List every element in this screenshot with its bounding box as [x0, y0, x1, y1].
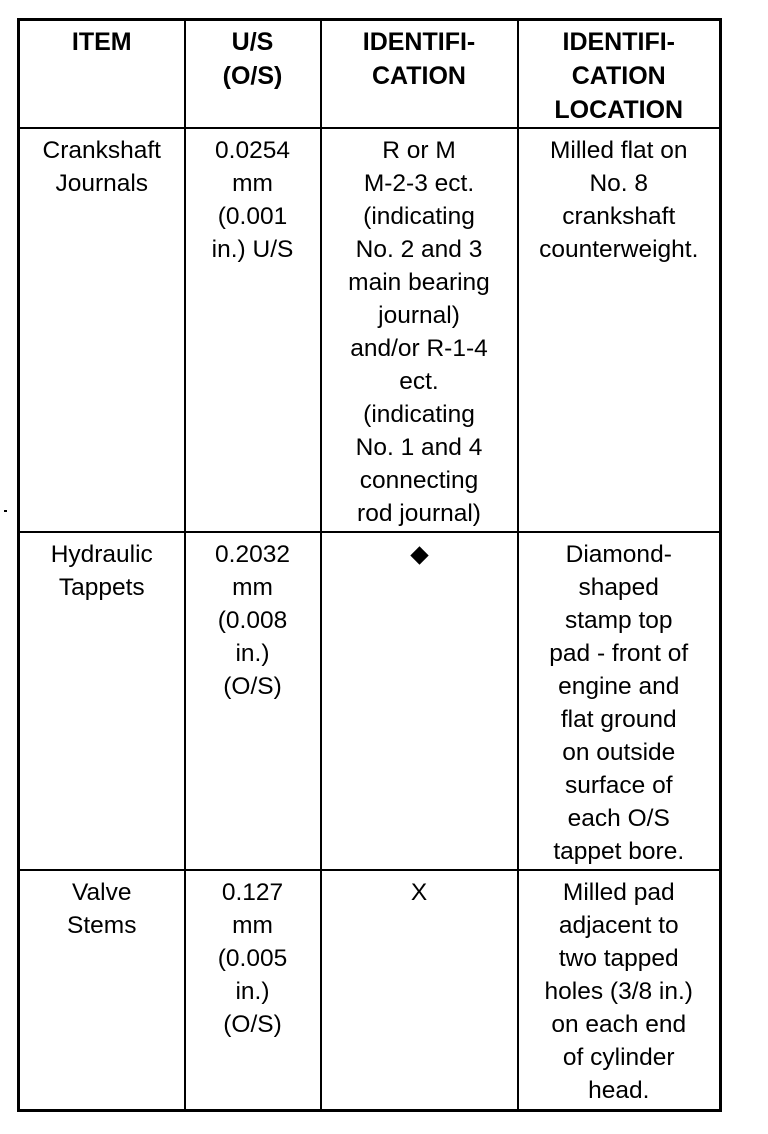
diamond-icon: [410, 546, 428, 564]
item-name: Crankshaft Journals: [42, 137, 161, 197]
size-value: 0.2032 mm (0.008 in.) (O/S): [215, 540, 290, 700]
table-row: [19, 870, 721, 1110]
item-name: Hydraulic Tappets: [50, 540, 153, 601]
header-us-os: [185, 20, 321, 129]
cell-identification: [321, 870, 518, 1110]
header-identification: [321, 20, 518, 129]
cell-item: [19, 870, 185, 1110]
table-row: [19, 532, 721, 871]
header-item-label: ITEM: [71, 28, 132, 56]
header-us-os-label: U/S (O/S): [222, 28, 283, 90]
cell-item: [19, 532, 185, 871]
identification-mark: X: [410, 879, 428, 907]
table-header-row: [19, 20, 721, 129]
cell-identification: [321, 532, 518, 871]
cell-identification: [321, 128, 518, 532]
cell-location: [518, 128, 721, 532]
cell-size: [185, 128, 321, 532]
scan-speck: [4, 510, 7, 512]
cell-location: [518, 532, 721, 871]
cell-size: [185, 870, 321, 1110]
header-identification-label: IDENTIFI- CATION: [362, 28, 476, 90]
header-item: [19, 20, 185, 129]
item-name: Valve Stems: [67, 879, 137, 940]
identification-location-text: Diamond- shaped stamp top pad - front of engine and flat ground on outside surface of each O/S tappet bore.: [549, 540, 689, 865]
cell-item: [19, 128, 185, 532]
cell-size: [185, 532, 321, 871]
oversize-undersize-identification-table: [17, 18, 722, 1112]
identification-location-text: Milled pad adjacent to two tapped holes (3/8 in.) on each end of cylinder head.: [544, 879, 693, 1105]
size-value: 0.0254 mm (0.001 in.) U/S: [211, 137, 294, 263]
cell-location: [518, 870, 721, 1110]
table-row: [19, 128, 721, 532]
identification-mark: R or M M-2-3 ect. (indicating No. 2 and 3 main bearing journal) and/or R-1-4 ect. (indicating No. 1 and 4 connecting rod journal): [348, 137, 490, 527]
header-identification-location: [518, 20, 721, 129]
size-value: 0.127 mm (0.005 in.) (O/S): [217, 879, 288, 1039]
identification-location-text: Milled flat on No. 8 crankshaft counterweight.: [539, 137, 699, 263]
header-identification-location-label: IDENTIFI- CATION LOCATION: [554, 28, 684, 124]
